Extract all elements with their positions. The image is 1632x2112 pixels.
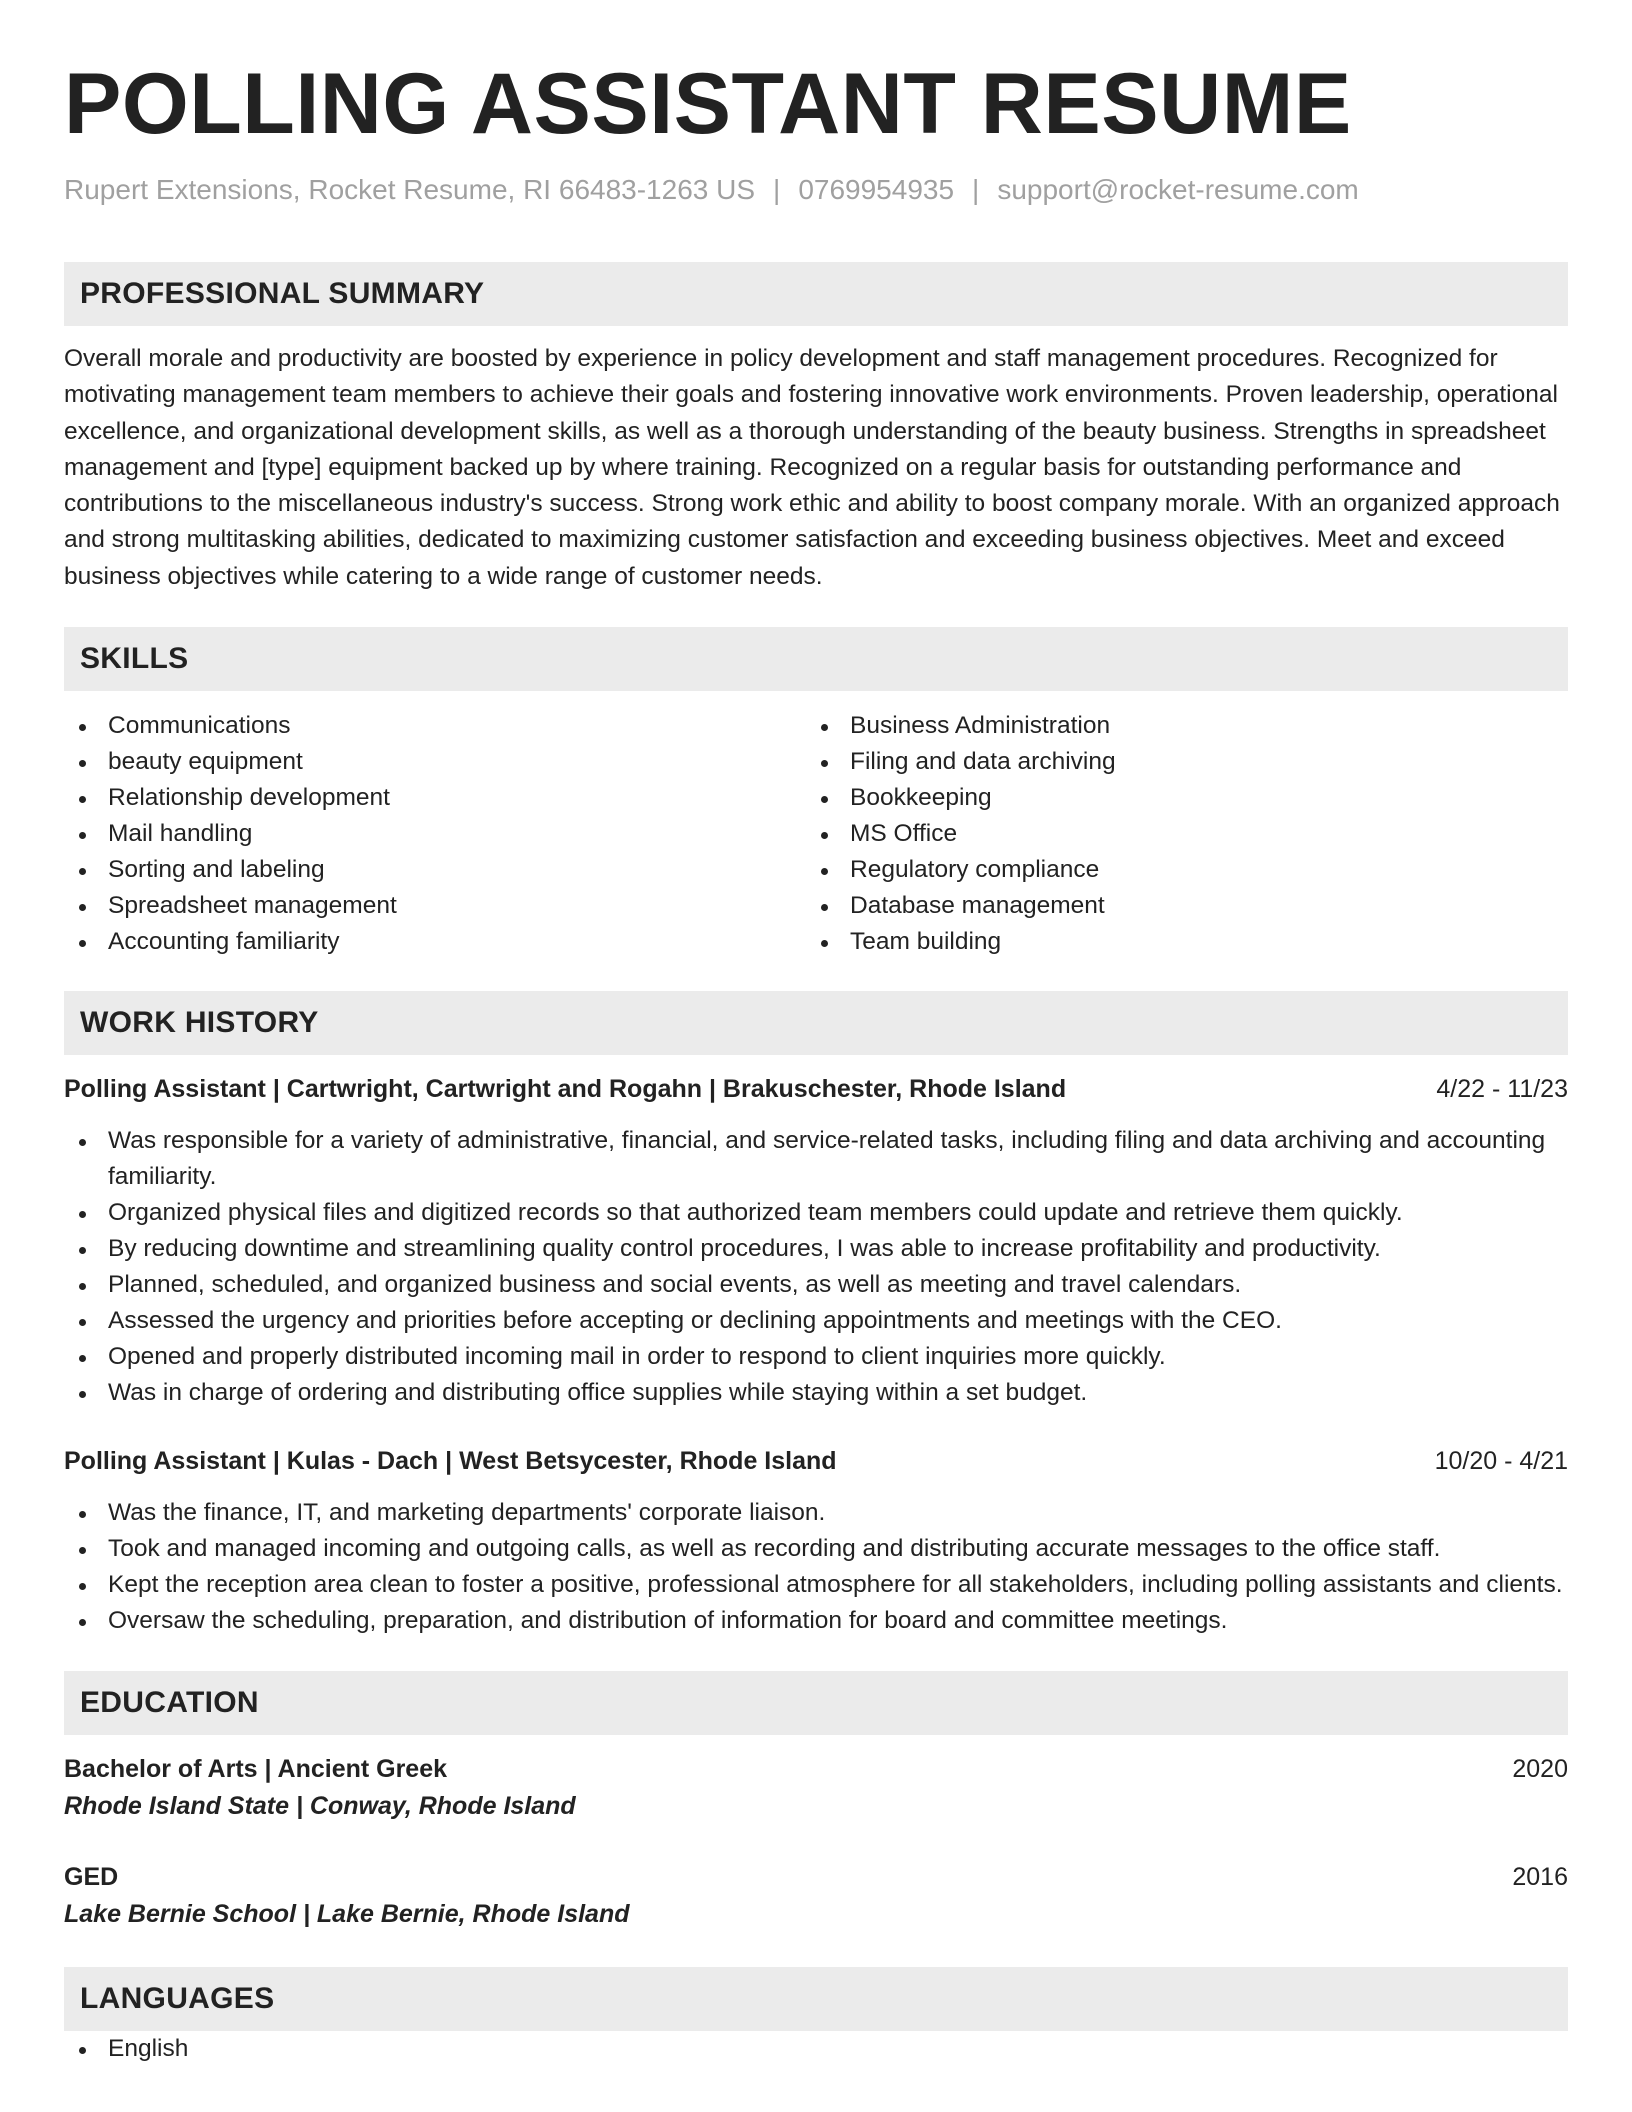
skill-item: Mail handling xyxy=(64,816,806,852)
job-duty-item: Planned, scheduled, and organized business and social events, as well as meeting and travel calendars. xyxy=(64,1267,1568,1303)
bullet-icon xyxy=(79,1211,86,1218)
bullet-icon xyxy=(821,904,828,911)
job-dates: 4/22 - 11/23 xyxy=(1436,1075,1568,1104)
bullet-icon xyxy=(79,2047,86,2054)
bullet-icon xyxy=(79,1619,86,1626)
skill-item: Bookkeeping xyxy=(806,780,1548,816)
skills-section-header: SKILLS xyxy=(64,627,1568,691)
job-entry xyxy=(64,1071,1568,1411)
bullet-icon xyxy=(79,1511,86,1518)
education-degree: GED xyxy=(64,1863,119,1892)
bullet-icon xyxy=(821,760,828,767)
bullet-icon xyxy=(79,1319,86,1326)
education-header xyxy=(64,1859,1568,1895)
contact-separator: | xyxy=(972,174,980,205)
skills-column-right xyxy=(806,708,1548,960)
job-duty-item: By reducing downtime and streamlining quality control procedures, I was able to increase profitability and productivity. xyxy=(64,1231,1568,1267)
job-header xyxy=(64,1443,1568,1479)
contact-separator: | xyxy=(773,174,781,205)
job-duties xyxy=(64,1495,1568,1639)
language-item: English xyxy=(64,2031,1568,2067)
resume-title: POLLING ASSISTANT RESUME xyxy=(64,56,1352,152)
education-section-header: EDUCATION xyxy=(64,1671,1568,1735)
bullet-icon xyxy=(79,832,86,839)
bullet-icon xyxy=(79,760,86,767)
skill-item: Regulatory compliance xyxy=(806,852,1548,888)
bullet-icon xyxy=(79,904,86,911)
work-history-section-header: WORK HISTORY xyxy=(64,991,1568,1055)
bullet-icon xyxy=(821,868,828,875)
summary-section-header: PROFESSIONAL SUMMARY xyxy=(64,262,1568,326)
education-year: 2016 xyxy=(1512,1863,1568,1892)
education-header xyxy=(64,1751,1568,1787)
job-duties xyxy=(64,1123,1568,1411)
skills-grid xyxy=(64,708,1568,960)
job-duty-item: Assessed the urgency and priorities before accepting or declining appointments and meetings with the CEO. xyxy=(64,1303,1568,1339)
languages-section-header: LANGUAGES xyxy=(64,1967,1568,2031)
job-duty-item: Oversaw the scheduling, preparation, and distribution of information for board and committee meetings. xyxy=(64,1603,1568,1639)
bullet-icon xyxy=(79,1355,86,1362)
job-duty-item: Took and managed incoming and outgoing calls, as well as recording and distributing accurate messages to the office staff. xyxy=(64,1531,1568,1567)
job-duty-item: Opened and properly distributed incoming mail in order to respond to client inquiries more quickly. xyxy=(64,1339,1568,1375)
skill-item: Spreadsheet management xyxy=(64,888,806,924)
bullet-icon xyxy=(79,1283,86,1290)
education-entry xyxy=(64,1751,1568,1825)
job-duty-item: Was in charge of ordering and distributing office supplies while staying within a set budget. xyxy=(64,1375,1568,1411)
skill-item: beauty equipment xyxy=(64,744,806,780)
bullet-icon xyxy=(821,724,828,731)
bullet-icon xyxy=(79,1583,86,1590)
job-entry xyxy=(64,1443,1568,1639)
education-year: 2020 xyxy=(1512,1755,1568,1784)
skills-column-left xyxy=(64,708,806,960)
education-entry xyxy=(64,1859,1568,1933)
bullet-icon xyxy=(79,1547,86,1554)
skill-item: MS Office xyxy=(806,816,1548,852)
bullet-icon xyxy=(79,796,86,803)
job-duty-item: Kept the reception area clean to foster a positive, professional atmosphere for all stakeholders, including polling assistants and clients. xyxy=(64,1567,1568,1603)
job-title: Polling Assistant | Cartwright, Cartwright and Rogahn | Brakuschester, Rhode Island xyxy=(64,1075,1067,1104)
bullet-icon xyxy=(821,832,828,839)
bullet-icon xyxy=(79,1391,86,1398)
contact-email[interactable]: support@rocket-resume.com xyxy=(997,174,1359,205)
job-duty-item: Was responsible for a variety of administrative, financial, and service-related tasks, including filing and data archiving and accounting familiarity. xyxy=(64,1123,1568,1195)
contact-address: Rupert Extensions, Rocket Resume, RI 66483-1263 US xyxy=(64,174,756,205)
job-title: Polling Assistant | Kulas - Dach | West Betsycester, Rhode Island xyxy=(64,1447,837,1476)
bullet-icon xyxy=(79,868,86,875)
education-school: Lake Bernie School | Lake Bernie, Rhode Island xyxy=(64,1900,630,1929)
skill-item: Business Administration xyxy=(806,708,1548,744)
skill-item: Accounting familiarity xyxy=(64,924,806,960)
bullet-icon xyxy=(79,940,86,947)
contact-line xyxy=(64,172,1568,208)
bullet-icon xyxy=(79,724,86,731)
education-school: Rhode Island State | Conway, Rhode Island xyxy=(64,1792,576,1821)
job-header xyxy=(64,1071,1568,1107)
languages-list xyxy=(64,2031,1568,2067)
contact-phone: 0769954935 xyxy=(798,174,955,205)
education-degree: Bachelor of Arts | Ancient Greek xyxy=(64,1755,448,1784)
skill-item: Relationship development xyxy=(64,780,806,816)
skill-item: Team building xyxy=(806,924,1548,960)
skill-item: Sorting and labeling xyxy=(64,852,806,888)
bullet-icon xyxy=(821,796,828,803)
bullet-icon xyxy=(821,940,828,947)
summary-text: Overall morale and productivity are boosted by experience in policy development and staff management procedures. Recognized for motivating management team members to achieve their goals and fostering innovative work environments. Proven leadership, operational excellence, and organizational development skills, as well as a thorough understanding of the beauty business. Strengths in spreadsheet management and [type] equipment backed up by where training. Recognized on a regular basis for outstanding performance and contributions to the miscellaneous industry's success. Strong work ethic and ability to boost company morale. With an organized approach and strong multitasking abilities, dedicated to maximizing customer satisfaction and exceeding business objectives. Meet and exceed business objectives while catering to a wide range of customer needs. xyxy=(64,345,1560,590)
skill-item: Filing and data archiving xyxy=(806,744,1548,780)
job-duty-item: Was the finance, IT, and marketing departments' corporate liaison. xyxy=(64,1495,1568,1531)
resume-page xyxy=(64,52,1568,2067)
job-duty-item: Organized physical files and digitized records so that authorized team members could update and retrieve them quickly. xyxy=(64,1195,1568,1231)
skill-item: Communications xyxy=(64,708,806,744)
skill-item: Database management xyxy=(806,888,1548,924)
bullet-icon xyxy=(79,1247,86,1254)
bullet-icon xyxy=(79,1139,86,1146)
job-dates: 10/20 - 4/21 xyxy=(1434,1447,1568,1476)
